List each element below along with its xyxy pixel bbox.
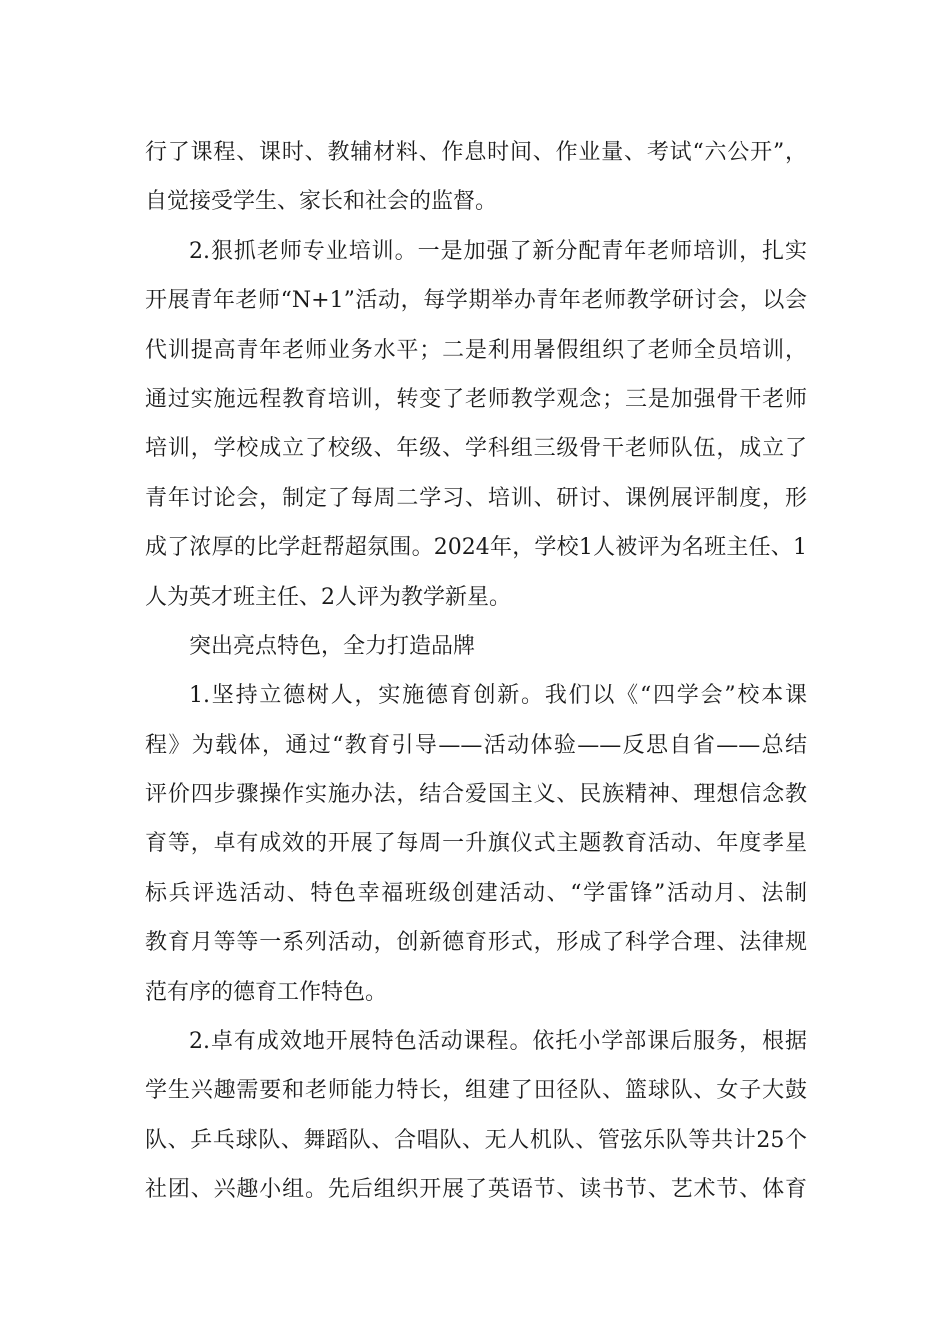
text-line: 程》为载体，通过“教育引导——活动体验——反思自省——总结 <box>145 732 807 758</box>
text-line: 自觉接受学生、家长和社会的监督。 <box>145 189 498 215</box>
text-line: 行了课程、课时、教辅材料、作息时间、作业量、考试“六公开”， <box>145 140 807 165</box>
section-heading: 突出亮点特色，全力打造品牌 <box>189 633 476 659</box>
text-line: 学生兴趣需要和老师能力特长，组建了田径队、篮球队、女子大鼓 <box>145 1078 807 1104</box>
document-body <box>145 128 807 1215</box>
text-line: 人为英才班主任、2人评为教学新星。 <box>145 584 511 610</box>
text-line: 开展青年老师“N+1”活动，每学期举办青年老师教学研讨会，以会 <box>145 288 807 314</box>
text-line: 成了浓厚的比学赶帮超氛围。2024年，学校1人被评为名班主任、1 <box>145 535 807 561</box>
text-line: 2.狠抓老师专业培训。一是加强了新分配青年老师培训，扎实 <box>189 238 807 264</box>
text-line: 通过实施远程教育培训，转变了老师教学观念；三是加强骨干老师 <box>145 386 807 412</box>
text-line: 社团、兴趣小组。先后组织开展了英语节、读书节、艺术节、体育 <box>145 1177 807 1203</box>
text-line: 培训，学校成立了校级、年级、学科组三级骨干老师队伍，成立了 <box>145 436 807 462</box>
text-line: 标兵评选活动、特色幸福班级创建活动、“学雷锋”活动月、法制 <box>145 880 807 906</box>
text-line: 代训提高青年老师业务水平；二是利用暑假组织了老师全员培训， <box>145 337 807 363</box>
text-line: 青年讨论会，制定了每周二学习、培训、研讨、课例展评制度，形 <box>145 485 807 511</box>
text-line: 育等，卓有成效的开展了每周一升旗仪式主题教育活动、年度孝星 <box>145 831 807 857</box>
text-line: 评价四步骤操作实施办法，结合爱国主义、民族精神、理想信念教 <box>145 782 807 808</box>
text-line: 范有序的德育工作特色。 <box>145 979 388 1005</box>
text-line: 教育月等等一系列活动，创新德育形式，形成了科学合理、法律规 <box>145 930 807 956</box>
text-line: 2.卓有成效地开展特色活动课程。依托小学部课后服务，根据 <box>189 1029 807 1055</box>
text-line: 1.坚持立德树人，实施德育创新。我们以《“四学会”校本课 <box>189 683 807 709</box>
text-line: 队、乒乓球队、舞蹈队、合唱队、无人机队、管弦乐队等共计25个 <box>145 1127 807 1153</box>
